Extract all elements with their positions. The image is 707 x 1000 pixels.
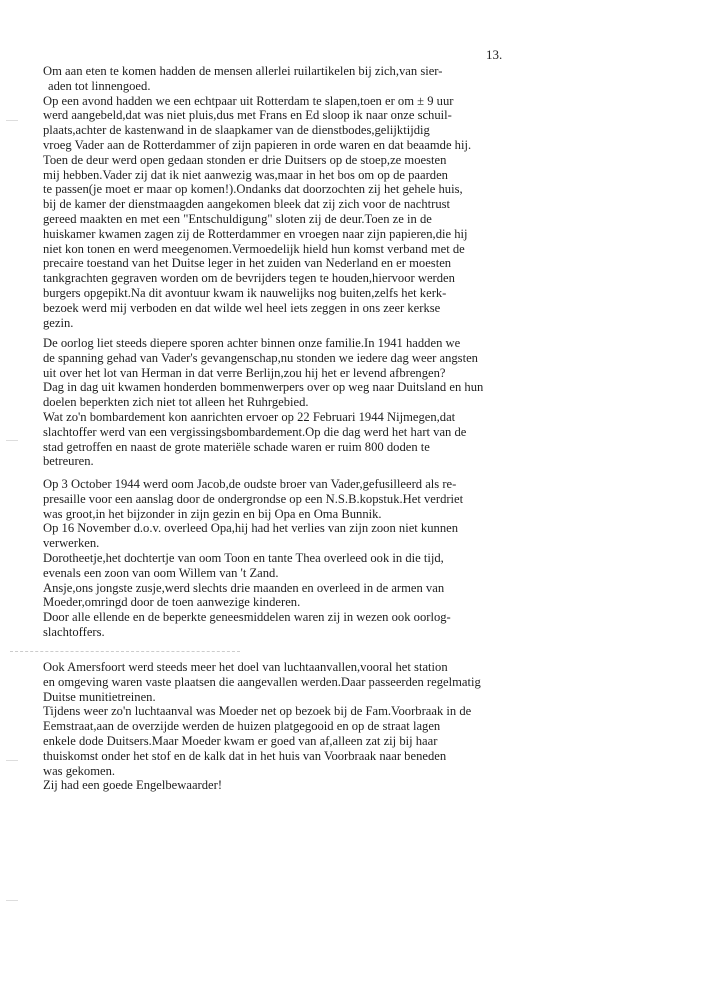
paragraph-2 xyxy=(43,336,483,469)
text-line: huiskamer kwamen zagen zij de Rotterdammer en vroegen naar zijn papieren,die hij xyxy=(43,226,468,241)
text-line: Door alle ellende en de beperkte geneesmiddelen waren zij in wezen ook oorlog- xyxy=(43,610,451,625)
text-line: precaire toestand van het Duitse leger in het zuiden van Nederland en er moesten xyxy=(43,256,452,271)
text-line: niet kon tonen en werd meegenomen.Vermoedelijk hield hun komst verband met de xyxy=(43,241,465,256)
text-line: bezoek werd mij verboden en dat wilde wel heel iets zeggen in ons zeer kerkse xyxy=(43,300,441,315)
text-line: verwerken. xyxy=(43,536,100,551)
text-line: te passen(je moet er maar op komen!).Ondanks dat doorzochten zij het gehele huis, xyxy=(43,182,463,197)
text-line: Dorotheetje,het dochtertje van oom Toon en tante Thea overleed ook in die tijd, xyxy=(43,550,444,565)
text-line: en omgeving waren vaste plaatsen die aangevallen werden.Daar passeerden regelmatig xyxy=(43,674,481,689)
text-line: evenals een zoon van oom Willem van 't Zand. xyxy=(43,565,279,580)
text-line: Op 3 October 1944 werd oom Jacob,de oudste broer van Vader,gefusilleerd als re- xyxy=(43,477,457,491)
scan-divider xyxy=(10,651,240,652)
text-line: Duitse munitietreinen. xyxy=(43,689,156,704)
text-line: doelen beperkten zich niet tot alleen het Ruhrgebied. xyxy=(43,395,309,410)
text-line: burgers opgepikt.Na dit avontuur kwam ik nauwelijks nog buiten,zelfs het kerk- xyxy=(43,285,447,300)
text-line: mij hebben.Vader zij dat ik niet aanwezig was,maar in het bos om op de paarden xyxy=(43,167,448,182)
text-line: Eemstraat,aan de overzijde werden de huizen platgegooid en op de straat lagen xyxy=(43,719,441,734)
text-line: was groot,in het bijzonder in zijn gezin en bij Opa en Oma Bunnik. xyxy=(43,506,382,521)
text-line: plaats,achter de kastenwand in de slaapkamer van de dienstbodes,gelijktijdig xyxy=(43,123,430,138)
text-line: gereed maakten en met een "Entschuldigung" sloten zij de deur.Toen ze in de xyxy=(43,211,432,226)
text-line: gezin. xyxy=(43,315,74,330)
text-line: aden tot linnengoed. xyxy=(48,78,151,93)
text-line: thuiskomst onder het stof en de kalk dat in het huis van Voorbraak naar beneden xyxy=(43,748,447,763)
text-line: presaille voor een aanslag door de ondergrondse op een N.S.B.kopstuk.Het verdriet xyxy=(43,491,464,506)
paragraph-4 xyxy=(43,660,481,793)
paragraph-1 xyxy=(43,64,471,330)
text-line: tankgrachten gegraven worden om de bevrijders tegen te houden,hiervoor werden xyxy=(43,271,455,286)
text-line: Ook Amersfoort werd steeds meer het doel van luchtaanvallen,vooral het station xyxy=(43,660,448,674)
text-line: Moeder,omringd door de toen aanwezige kinderen. xyxy=(43,595,301,610)
text-line: Op 16 November d.o.v. overleed Opa,hij had het verlies van zijn zoon niet kunnen xyxy=(43,521,459,536)
text-line: de spanning gehad van Vader's gevangenschap,nu stonden we iedere dag weer angsten xyxy=(43,350,478,365)
text-line: enkele dode Duitsers.Maar Moeder kwam er goed van af,alleen zat zij bij haar xyxy=(43,733,438,748)
text-line: slachtoffer werd van een vergissingsbombardement.Op die dag werd het hart van de xyxy=(43,424,467,439)
text-line: betreuren. xyxy=(43,454,94,469)
text-line: stad getroffen en naast de grote materiële schade waren er ruim 800 doden te xyxy=(43,439,430,454)
text-line: slachtoffers. xyxy=(43,624,105,639)
margin-mark xyxy=(6,120,18,121)
margin-mark xyxy=(6,760,18,761)
text-line: Toen de deur werd open gedaan stonden er drie Duitsers op de stoep,ze moesten xyxy=(43,152,447,167)
text-line: was gekomen. xyxy=(43,763,116,778)
text-line: vroeg Vader aan de Rotterdammer of zijn papieren in orde waren en dat beaamde hij. xyxy=(43,137,472,152)
text-line: werd aangebeld,dat was niet pluis,dus met Frans en Ed sloop ik naar onze schuil- xyxy=(43,108,452,123)
text-line: bij de kamer der dienstmaagden aangekomen bleek dat zij zich voor de nachtrust xyxy=(43,197,451,212)
text-line: Wat zo'n bombardement kon aanrichten ervoer op 22 Februari 1944 Nijmegen,dat xyxy=(43,409,456,424)
text-line: Tijdens weer zo'n luchtaanval was Moeder net op bezoek bij de Fam.Voorbraak in de xyxy=(43,704,472,719)
text-line: uit over het lot van Herman in dat verre Berlijn,zou hij het er levend afbrengen? xyxy=(43,365,446,380)
text-line: Dag in dag uit kwamen honderden bommenwerpers over op weg naar Duitsland en hun xyxy=(43,380,484,395)
text-line: Op een avond hadden we een echtpaar uit Rotterdam te slapen,toen er om ± 9 uur xyxy=(43,93,454,108)
text-line: Ansje,ons jongste zusje,werd slechts drie maanden en overleed in de armen van xyxy=(43,580,445,595)
text-line: Zij had een goede Engelbewaarder! xyxy=(43,778,223,793)
margin-mark xyxy=(6,440,18,441)
text-line: Om aan eten te komen hadden de mensen allerlei ruilartikelen bij zich,van sier- xyxy=(43,64,443,78)
page-number: 13. xyxy=(486,47,503,62)
text-line: De oorlog liet steeds diepere sporen achter binnen onze familie.In 1941 hadden we xyxy=(43,336,461,350)
paragraph-3 xyxy=(43,477,463,640)
margin-mark xyxy=(6,900,18,901)
